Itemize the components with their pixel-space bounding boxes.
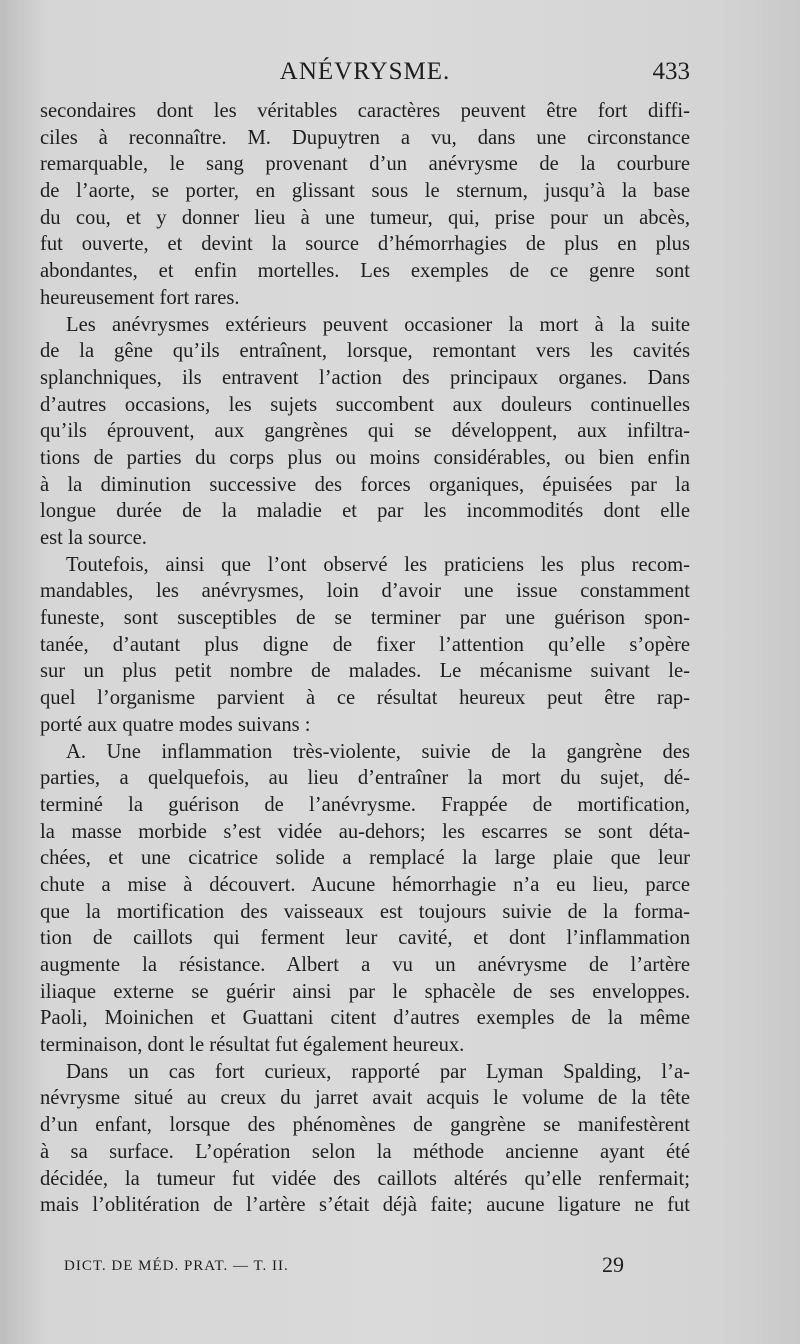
text-line: à la diminution successive des forces organiques, épuisées par la	[40, 473, 690, 496]
text-line: sur un plus petit nombre de malades. Le mécanisme suivant le-	[40, 660, 690, 683]
text-line: Dans un cas fort curieux, rapporté par Lyman Spalding, l’a-	[66, 1060, 690, 1083]
text-line: de la gêne qu’ils entraînent, lorsque, remontant vers les cavités	[40, 340, 690, 363]
text-line: Les anévrysmes extérieurs peuvent occasioner la mort à la suite	[66, 313, 690, 336]
text-line: Toutefois, ainsi que l’ont observé les praticiens les plus recom-	[66, 553, 690, 576]
text-line: à sa surface. L’opération selon la méthode ancienne ayant été	[40, 1140, 690, 1163]
text-line: de l’aorte, se porter, en glissant sous le sternum, jusqu’à la base	[40, 180, 690, 203]
body-text	[40, 98, 690, 1219]
text-line: longue durée de la maladie et par les incommodités dont elle	[40, 500, 690, 523]
text-line: splanchniques, ils entravent l’action des principaux organes. Dans	[40, 366, 690, 389]
text-line: mais l’oblitération de l’artère s’était déjà faite; aucune ligature ne fut	[40, 1194, 690, 1217]
sheet-number: 29	[602, 1252, 624, 1277]
text-line: parties, a quelquefois, au lieu d’entraîner la mort du sujet, dé-	[40, 767, 690, 790]
text-line: chute a mise à découvert. Aucune hémorrhagie n’a eu lieu, parce	[40, 873, 690, 896]
text-line: iliaque externe se guérir ainsi par le sphacèle de ses enveloppes.	[40, 980, 690, 1003]
text-line: funeste, sont susceptibles de se terminer par une guérison spon-	[40, 607, 690, 630]
footer-signature: DICT. DE MÉD. PRAT. — T. II.	[64, 1258, 289, 1274]
text-line: fut ouverte, et devint la source d’hémorrhagies de plus en plus	[40, 233, 690, 256]
text-line: quel l’organisme parvient à ce résultat heureux peut être rap-	[40, 687, 690, 710]
text-line: remarquable, le sang provenant d’un anévrysme de la courbure	[40, 153, 690, 176]
text-line: tions de parties du corps plus ou moins considérables, ou bien enfin	[40, 446, 690, 469]
text-line: abondantes, et enfin mortelles. Les exemples de ce genre sont	[40, 260, 690, 283]
running-title: ANÉVRYSME.	[279, 58, 451, 85]
text-line: A. Une inflammation très-violente, suivie de la gangrène des	[66, 740, 690, 763]
text-line: mandables, les anévrysmes, loin d’avoir une issue constamment	[40, 580, 690, 603]
page-number: 433	[652, 58, 690, 85]
page-footer	[64, 1252, 624, 1280]
text-line: porté aux quatre modes suivans :	[40, 713, 311, 736]
text-line: du cou, et y donner lieu à une tumeur, qui, prise pour un abcès,	[40, 206, 690, 229]
text-line: terminaison, dont le résultat fut également heureux.	[40, 1034, 465, 1057]
text-line: secondaires dont les véritables caractères peuvent être fort diffi-	[40, 100, 690, 122]
text-line: ciles à reconnaître. M. Dupuytren a vu, dans une circonstance	[40, 126, 690, 149]
text-line: névrysme situé au creux du jarret avait acquis le volume de la tête	[40, 1087, 690, 1110]
text-line: tanée, d’autant plus digne de fixer l’attention qu’elle s’opère	[40, 633, 690, 656]
text-line: la masse morbide s’est vidée au-dehors; les escarres se sont déta-	[40, 820, 690, 843]
text-line: terminé la guérison de l’anévrysme. Frappée de mortification,	[40, 793, 690, 816]
text-line: chées, et une cicatrice solide a remplacé la large plaie que leur	[40, 847, 690, 870]
text-line: Paoli, Moinichen et Guattani citent d’autres exemples de la même	[40, 1007, 690, 1030]
page-header	[40, 58, 690, 92]
text-line: heureusement fort rares.	[40, 286, 240, 309]
text-line: est la source.	[40, 527, 147, 549]
text-line: d’un enfant, lorsque des phénomènes de gangrène se manifestèrent	[40, 1114, 690, 1137]
text-line: décidée, la tumeur fut vidée des caillots altérés qu’elle renfermait;	[40, 1167, 690, 1190]
text-line: d’autres occasions, les sujets succombent aux douleurs continuelles	[40, 393, 690, 416]
text-line: qu’ils éprouvent, aux gangrènes qui se développent, aux infiltra-	[40, 420, 690, 443]
text-line: que la mortification des vaisseaux est toujours suivie de la forma-	[40, 900, 690, 923]
text-line: augmente la résistance. Albert a vu un anévrysme de l’artère	[40, 954, 690, 976]
text-line: tion de caillots qui ferment leur cavité, et dont l’inflammation	[40, 927, 690, 950]
